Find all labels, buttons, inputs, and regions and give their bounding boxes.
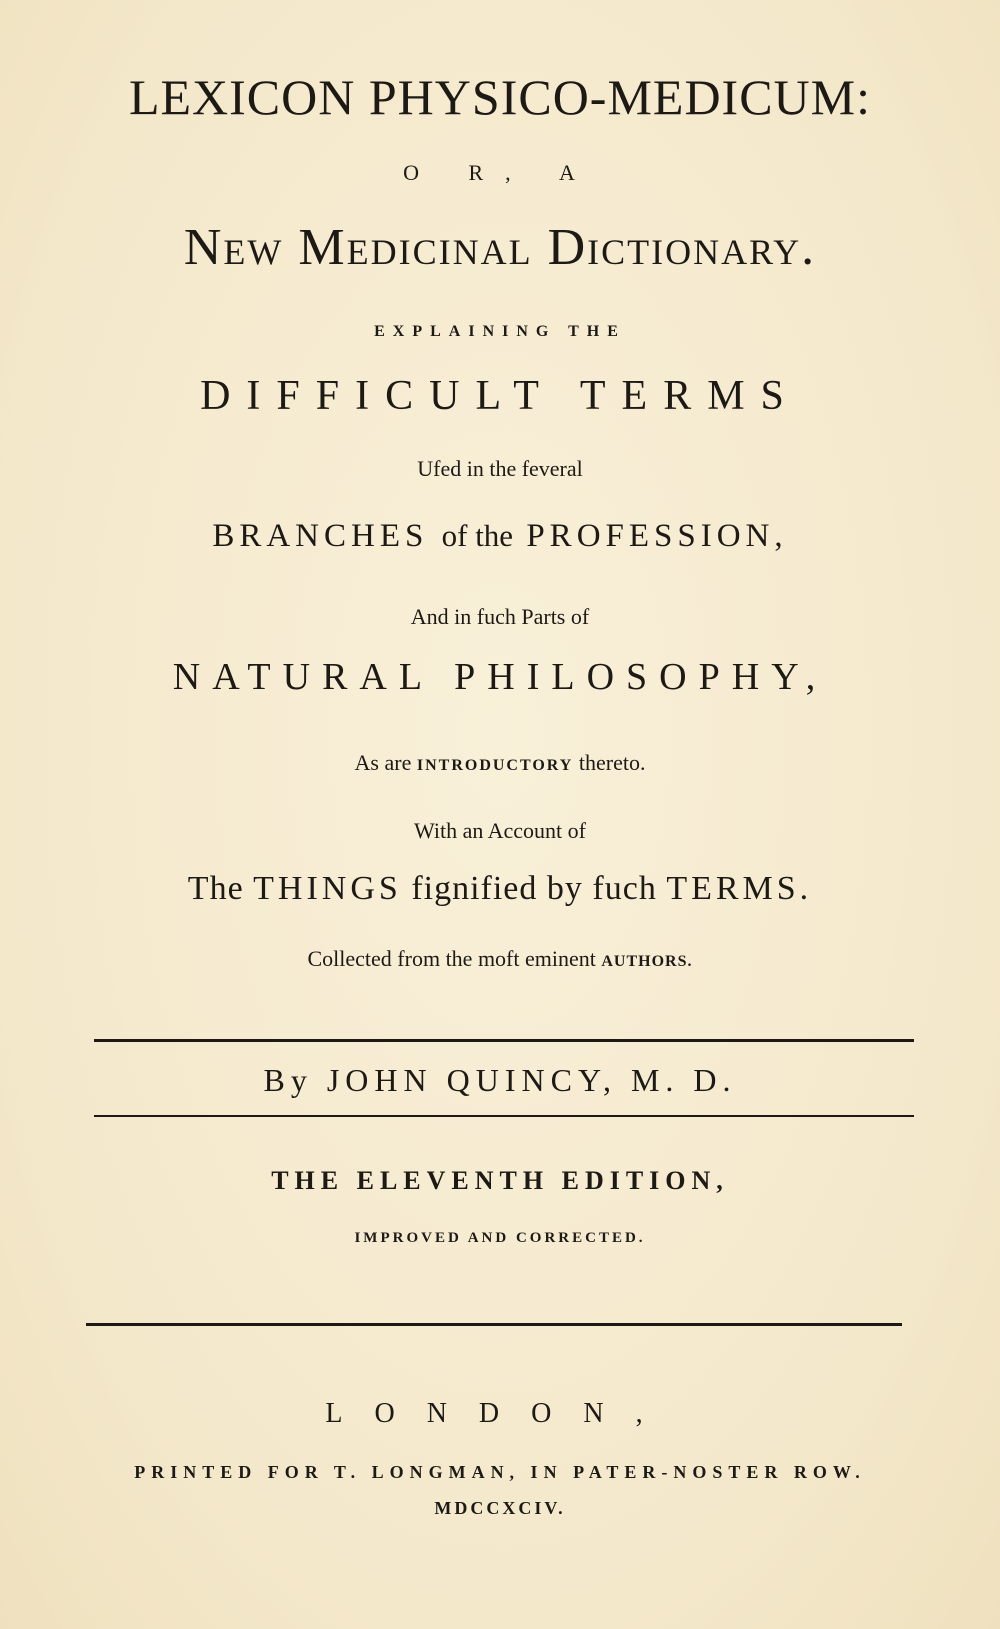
the-word: The — [187, 870, 244, 907]
middle-rule — [94, 1115, 914, 1117]
explaining-line: EXPLAINING THE — [374, 323, 626, 340]
as-are-text: As are — [354, 750, 412, 775]
introductory-word: INTRODUCTORY — [416, 757, 574, 774]
profession-word: PROFESSION, — [526, 518, 788, 554]
collected-text: Collected from the moft eminent — [307, 946, 596, 971]
authors-word: AUTHORS. — [601, 953, 693, 970]
author-line: By JOHN QUINCY, M. D. — [263, 1062, 737, 1098]
used-line: Ufed in the feveral — [417, 456, 583, 481]
terms-word: TERMS. — [666, 870, 813, 907]
things-word: THINGS — [253, 870, 402, 907]
branches-word: BRANCHES — [212, 518, 429, 554]
collected-line — [60, 946, 940, 972]
difficult-terms-line: DIFFICULT TERMS — [200, 373, 800, 419]
bottom-rule — [86, 1323, 902, 1326]
imprint-printer: PRINTED FOR T. LONGMAN, IN PATER-NOSTER ROW. — [134, 1462, 866, 1482]
imprint-city: LONDON, — [325, 1398, 675, 1429]
things-line — [60, 870, 940, 908]
of-the-word: of the — [441, 518, 514, 553]
improved-line: IMPROVED AND CORRECTED. — [354, 1230, 646, 1246]
and-in-line: And in fuch Parts of — [410, 604, 590, 629]
imprint-date: MDCCXCIV. — [434, 1498, 566, 1518]
natural-philosophy-line: NATURAL PHILOSOPHY, — [172, 656, 828, 698]
branches-line — [60, 518, 940, 555]
top-rule — [94, 1039, 914, 1042]
book-subtitle: New Medicinal Dictionary. — [183, 219, 817, 276]
with-account-line: With an Account of — [413, 818, 586, 843]
edition-line: THE ELEVENTH EDITION, — [271, 1166, 729, 1195]
as-are-line — [60, 750, 940, 776]
thereto-text: thereto. — [578, 750, 646, 775]
or-a-connector: O R, A — [403, 160, 597, 185]
signified-text: fignified by fuch — [411, 870, 657, 907]
book-title: LEXICON PHYSICO-MEDICUM: — [128, 69, 872, 125]
